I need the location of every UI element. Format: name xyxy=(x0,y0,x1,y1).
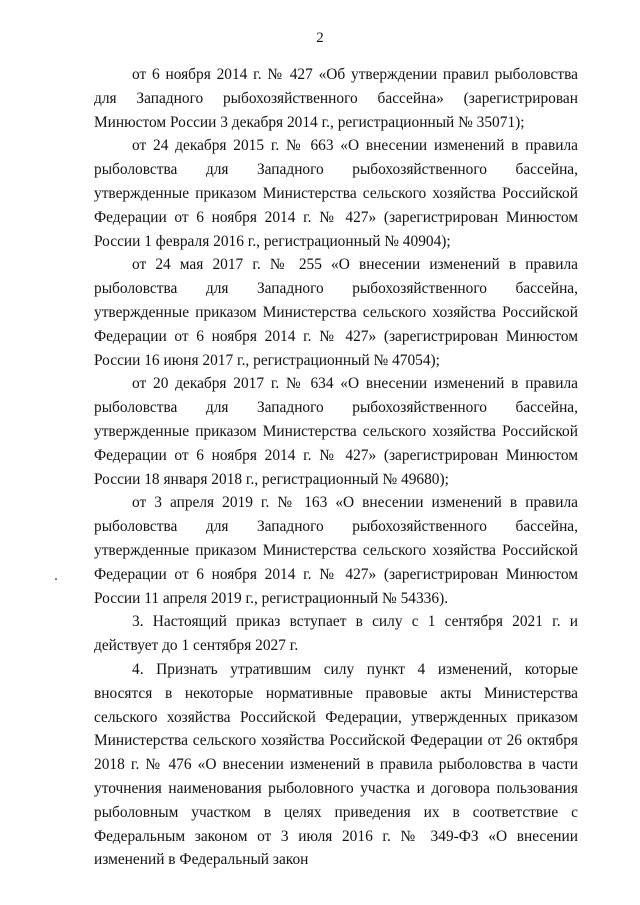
paragraph-order-634: от 20 декабря 2017 г. № 634 «О внесении изменений в правила рыболовства для Западного рыбохозяйственного бассейна, утвержденные приказом Министерства сельского хозяйства Российской Федерации от 6 ноября 2014 г. № 427» (зарегистрирован Минюстом России 18 января 2018 г., регистрационный № 49680); xyxy=(94,375,578,488)
paragraph-order-663: от 24 декабря 2015 г. № 663 «О внесении изменений в правила рыболовства для Западного рыбохозяйственного бассейна, утвержденные приказом Министерства сельского хозяйства Российской Федерации от 6 ноября 2014 г. № 427» (зарегистрирован Минюстом России 1 февраля 2016 г., регистрационный № 40904); xyxy=(94,137,578,250)
document-body xyxy=(94,63,578,872)
scan-speck xyxy=(55,578,57,580)
paragraph-clause-4: 4. Признать утратившим силу пункт 4 изменений, которые вносятся в некоторые нормативные правовые акты Министерства сельского хозяйства Российской Федерации, утвержденных приказом Министерства сельского хозяйства Российской Федерации от 26 октября 2018 г. № 476 «О внесении изменений в правила рыболовства в части уточнения наименования рыболовного участка и договора пользования рыболовным участком в целях приведения их в соответствие с Федеральным законом от 3 июля 2016 г. № 349-ФЗ «О внесении изменений в Федеральный закон xyxy=(94,660,578,869)
paragraph-order-427: от 6 ноября 2014 г. № 427 «Об утверждении правил рыболовства для Западного рыбохозяйственного бассейна» (зарегистрирован Минюстом России 3 декабря 2014 г., регистрационный № 35071); xyxy=(94,66,578,131)
page-number: 2 xyxy=(316,30,324,46)
paragraph-order-255: от 24 мая 2017 г. № 255 «О внесении изменений в правила рыболовства для Западного рыбохозяйственного бассейна, утвержденные приказом Министерства сельского хозяйства Российской Федерации от 6 ноября 2014 г. № 427» (зарегистрирован Минюстом России 16 июня 2017 г., регистрационный № 47054); xyxy=(94,256,578,369)
paragraph-order-163: от 3 апреля 2019 г. № 163 «О внесении изменений в правила рыболовства для Западного рыбохозяйственного бассейна, утвержденные приказом Министерства сельского хозяйства Российской Федерации от 6 ноября 2014 г. № 427» (зарегистрирован Минюстом России 11 апреля 2019 г., регистрационный № 54336). xyxy=(94,494,578,607)
paragraph-clause-3: 3. Настоящий приказ вступает в силу с 1 сентября 2021 г. и действует до 1 сентября 2027 г. xyxy=(94,613,578,655)
